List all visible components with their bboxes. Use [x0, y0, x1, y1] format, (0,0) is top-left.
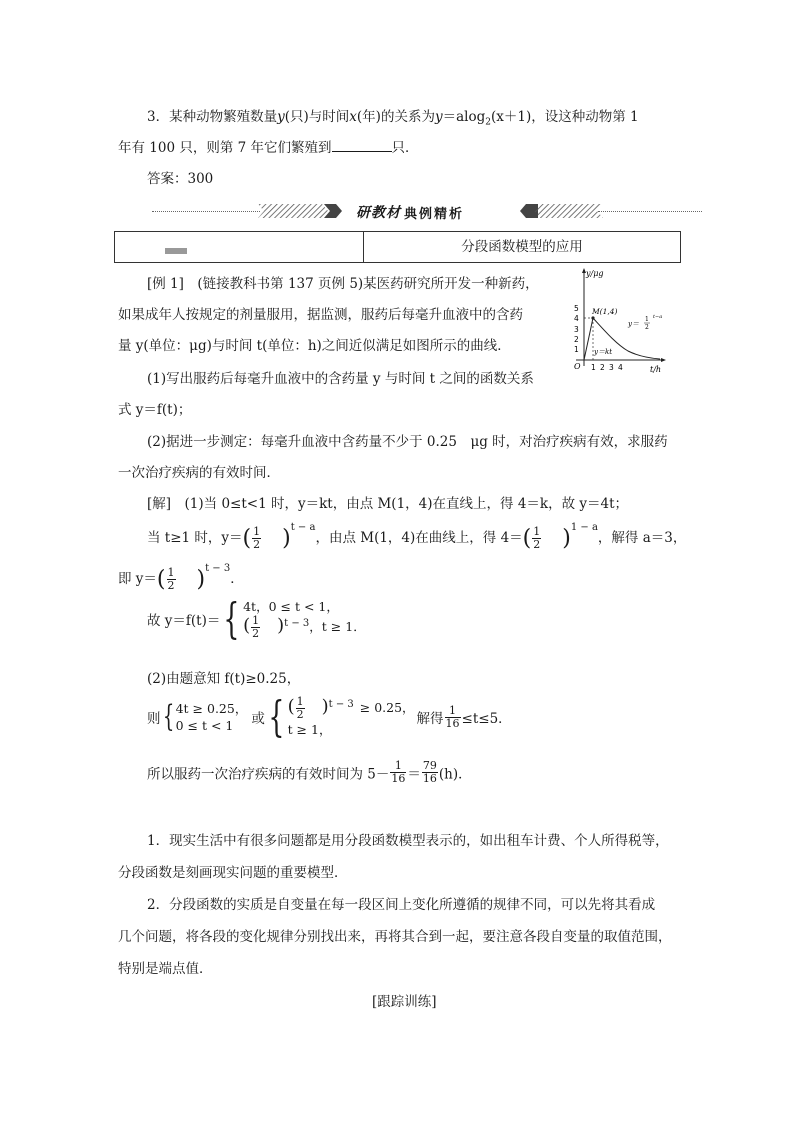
- q3-text: (只)与时间: [284, 109, 350, 125]
- y-tick-labels: [574, 304, 579, 354]
- banner-title-right: 典例精析: [404, 207, 465, 222]
- exponent: t − a: [290, 522, 316, 533]
- solution-text: ，t ≥ 1．: [309, 619, 366, 635]
- paren-close: ): [562, 526, 571, 551]
- note1-line2: 分段函数是刻画现实问题的重要模型．: [118, 865, 348, 881]
- fraction-1-16: [390, 760, 406, 785]
- left-brace: {: [268, 692, 285, 742]
- fraction-half: [532, 526, 541, 551]
- solution-text: ，解得 a＝3，: [597, 530, 687, 546]
- q3-text: 3．某种动物繁殖数量: [147, 109, 278, 125]
- example-q1-line2: 式 y＝f(t)；: [118, 402, 192, 418]
- exponent: 1 − a: [570, 522, 598, 533]
- solution-text: ≥ 0.25，: [359, 700, 415, 716]
- q3-text: (年)的关系为: [356, 109, 435, 125]
- fraction-half: [252, 526, 261, 551]
- q3-text: 年有 100 只，则第 7 年它们繁殖到: [118, 140, 332, 156]
- solution-text: 当 t≥1 时，y＝: [147, 530, 243, 546]
- origin-label: O: [574, 362, 581, 371]
- frac-den: 2: [533, 538, 541, 551]
- x-axis-arrow: [661, 358, 666, 362]
- paren-open: (: [156, 567, 166, 592]
- y-tick-2: 2: [574, 335, 579, 344]
- answer-blank: [332, 139, 392, 152]
- topic-header-table: [114, 231, 681, 263]
- solution-line2: [147, 522, 686, 551]
- frac-den: 16: [422, 772, 437, 785]
- example-line2: 如果成年人按规定的剂量服用，据监测，服药后每毫升血液中的含药: [118, 307, 523, 323]
- piecewise-system: [243, 598, 366, 640]
- topic-title: 分段函数模型的应用: [461, 239, 583, 255]
- solution-line5: (2)由题意知 f(t)≥0.25，: [147, 671, 301, 687]
- solution-text: 故 y＝f(t)＝: [147, 613, 221, 630]
- example-line1: [例 1] (链接教科书第 137 页例 5)某医药研究所开发一种新药，: [147, 276, 539, 292]
- frac-num: 79: [422, 759, 437, 772]
- fraction-half: [167, 567, 176, 592]
- topic-tag: [165, 248, 187, 254]
- fraction-1-16: [445, 705, 461, 730]
- frac-num: 1: [252, 614, 260, 628]
- inequality-system-2: [288, 696, 415, 738]
- banner-title-left: 研教材: [356, 205, 401, 221]
- exponent: t − 3: [284, 618, 310, 629]
- note2-line3: 特别是端点值．: [118, 961, 213, 977]
- frac-den: 2: [296, 708, 304, 722]
- y-tick-5: 5: [574, 304, 579, 313]
- piecewise-row2: [243, 615, 366, 640]
- inequality-system-1: [176, 700, 248, 734]
- y-axis-label: y/μg: [586, 269, 604, 278]
- frac-num: 1: [390, 760, 406, 773]
- paren-open: (: [243, 615, 251, 637]
- y-tick-1: 1: [574, 345, 579, 354]
- y-tick-4: 4: [574, 314, 579, 323]
- left-brace: {: [162, 699, 174, 735]
- note2-line2: 几个问题，将各段的变化规律分别找出来，再将其合到一起，要注意各段自变量的取值范围，: [118, 929, 672, 945]
- linear-segment: [584, 318, 593, 360]
- frac-den: 2: [253, 538, 261, 551]
- inequality-row1: 4t ≥ 0.25，: [175, 701, 248, 717]
- piecewise-row1: 4t，0 ≤ t < 1，: [243, 599, 339, 614]
- x-axis-label: t/h: [650, 365, 662, 374]
- q3-var-y: y: [277, 109, 285, 125]
- curve-label-frac-den: 2: [645, 324, 649, 331]
- exponent: t − 3: [328, 699, 354, 710]
- banner-dotted-right: [598, 211, 702, 212]
- solution-line7: [147, 760, 472, 785]
- q3-line1: [147, 105, 639, 128]
- solution-text: 所以服药一次治疗疾病的有效时间为 5－: [147, 766, 390, 783]
- q3-text: (x＋1)，设这种动物第 1: [490, 109, 639, 125]
- fraction-79-16: [422, 760, 438, 785]
- topic-tag-cell: [115, 232, 364, 262]
- curve-label-frac-num: 1: [645, 316, 649, 323]
- banner-dotted-left: [152, 211, 260, 212]
- paren-close: ): [277, 615, 285, 637]
- q3-answer: 答案：300: [147, 171, 214, 187]
- paren-close: ): [196, 567, 206, 592]
- x-tick-2: 2: [600, 363, 605, 372]
- q3-log-base: 2: [485, 117, 491, 128]
- y-tick-3: 3: [574, 325, 579, 334]
- paren-open: (: [242, 526, 252, 551]
- line-label: y＝kt: [594, 348, 613, 356]
- curve-label-prefix: y＝: [628, 320, 639, 328]
- paren-close: ): [321, 696, 329, 718]
- example-q2-line2: 一次治疗疾病的有效时间．: [118, 465, 280, 481]
- frac-num: 1: [445, 705, 461, 718]
- solution-text: 即 y＝: [118, 571, 157, 587]
- x-tick-1: 1: [591, 363, 596, 372]
- solution-line6: [147, 692, 512, 742]
- drug-concentration-graph: [566, 266, 670, 376]
- example-q1-line1: (1)写出服药后每毫升血液中的含药量 y 与时间 t 之间的函数关系: [147, 371, 534, 387]
- frac-num: 1: [533, 525, 541, 538]
- note1-line1: 1．现实生活中有很多问题都是用分段函数模型表示的，如出租车计费、个人所得税等，: [147, 833, 669, 849]
- frac-den: 16: [445, 716, 460, 730]
- paren-close: ): [282, 526, 291, 551]
- x-tick-4: 4: [618, 363, 623, 372]
- point-m: [591, 316, 594, 319]
- frac-num: 1: [167, 566, 175, 579]
- frac-num: 1: [253, 525, 261, 538]
- solution-text: 则: [147, 711, 161, 728]
- curve-label-exp: t−a: [653, 314, 663, 320]
- solution-line3: [118, 563, 244, 592]
- q3-var-x: x: [349, 109, 357, 125]
- solution-line1: [解] (1)当 0≤t<1 时，y＝kt，由点 M(1，4)在直线上，得 4＝k，故 y＝4t；: [147, 496, 629, 512]
- exponent: t − 3: [205, 563, 231, 574]
- q3-var-y: y: [434, 109, 443, 125]
- x-tick-labels: [591, 363, 623, 372]
- q3-line2: [118, 136, 419, 156]
- frac-num: 1: [296, 695, 304, 709]
- frac-den: 16: [391, 772, 406, 785]
- inequality-row2: t ≥ 1，: [287, 722, 332, 738]
- x-tick-3: 3: [609, 363, 614, 372]
- inequality-row1: [288, 696, 415, 721]
- solution-text: ．: [230, 571, 244, 587]
- q3-formula: ＝alog: [442, 109, 486, 125]
- example-q2-line1: (2)据进一步测定：每毫升血液中含药量不少于 0.25 μg 时，对治疗疾病有效，求服药: [147, 434, 668, 450]
- frac-den: 2: [252, 627, 260, 641]
- frac-den: 2: [167, 579, 175, 592]
- fraction-half: [296, 696, 305, 721]
- tracking-exercise-label: [跟踪训练]: [372, 994, 437, 1010]
- solution-text: ＝: [407, 766, 421, 783]
- solution-text: (h)．: [438, 766, 472, 783]
- q3-text: 只．: [391, 140, 419, 156]
- solution-text: ≤t≤5．: [461, 711, 512, 728]
- solution-text: 解得: [416, 711, 444, 728]
- left-brace: {: [223, 594, 240, 644]
- solution-line4: [147, 594, 366, 644]
- solution-text: ，由点 M(1，4)在曲线上，得 4＝: [315, 530, 523, 546]
- inequality-row2: 0 ≤ t < 1: [175, 718, 234, 734]
- note2-line1: 2．分段函数的实质是自变量在每一段区间上变化所遵循的规律不同，可以先将其看成: [147, 897, 656, 913]
- fraction-half: [251, 615, 260, 640]
- example-line3: 量 y(单位：μg)与时间 t(单位：h)之间近似满足如图所示的曲线．: [118, 338, 511, 354]
- point-m-label: M(1,4): [592, 307, 618, 316]
- paren-open: (: [522, 526, 532, 551]
- solution-text: 或: [251, 711, 265, 728]
- paren-open: (: [287, 696, 295, 718]
